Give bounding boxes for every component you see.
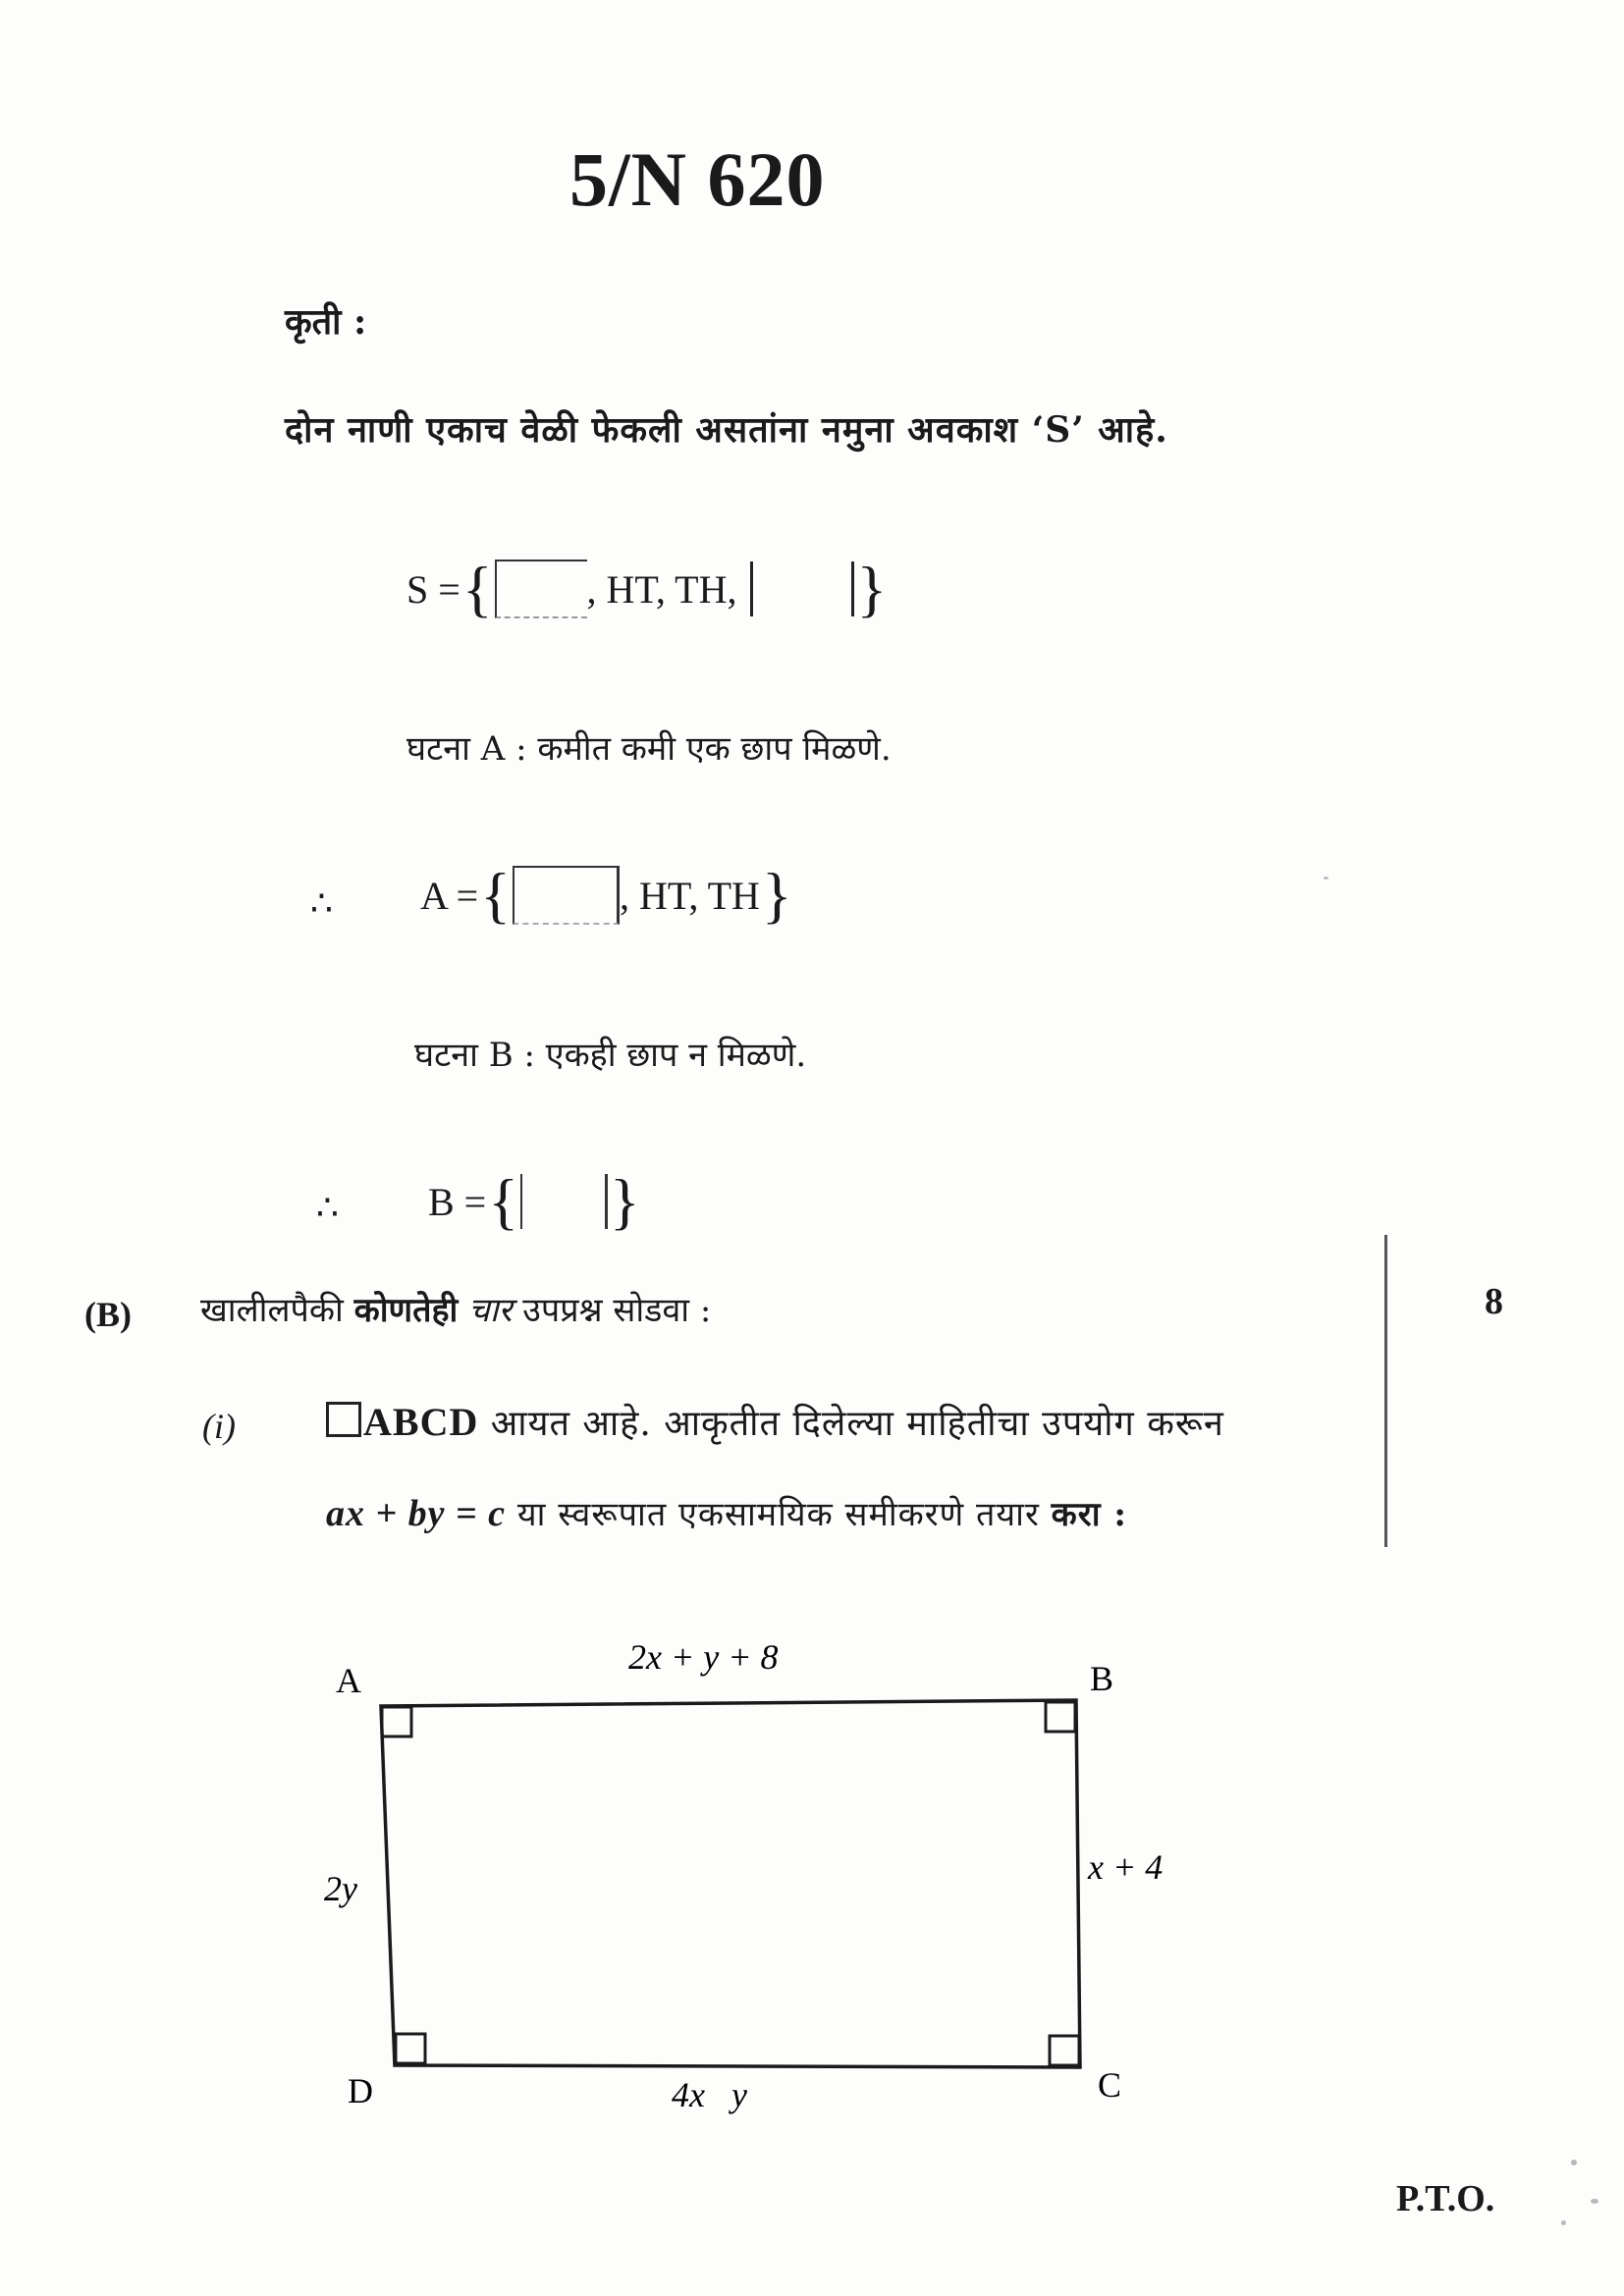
instruction-bold: कोणतेही: [353, 1291, 459, 1330]
section-b-label: (B): [84, 1295, 132, 1334]
section-b-marks: 8: [1485, 1281, 1503, 1322]
instruction-italic: चार: [458, 1291, 513, 1330]
close-brace: }: [609, 1166, 640, 1236]
quadrilateral-symbol-icon: [326, 1402, 361, 1437]
instruction-text-end: उपप्रश्न सोडवा :: [512, 1291, 712, 1330]
shape-name: ABCD: [363, 1400, 479, 1444]
margin-rule: [1384, 1235, 1387, 1547]
sample-space-items: , HT, TH,: [586, 566, 737, 612]
therefore-symbol: ∴: [316, 1188, 339, 1228]
rectangle-outline: [381, 1700, 1080, 2067]
event-a-items: , HT, TH: [619, 873, 760, 918]
sample-space-line: [406, 554, 889, 623]
event-a-description: घटना A : कमीत कमी एक छाप मिळणे.: [406, 729, 892, 769]
open-brace: {: [461, 554, 493, 623]
vertex-c-label: C: [1098, 2065, 1122, 2105]
sample-space-blank-2[interactable]: [750, 561, 854, 616]
event-a-blank[interactable]: [513, 866, 620, 925]
question-i-label: (i): [202, 1407, 236, 1446]
scan-speck: [1591, 2199, 1598, 2204]
close-brace: }: [856, 554, 888, 623]
activity-intro: दोन नाणी एकाच वेळी फेकली असतांना नमुना अवकाश ‘S’ आहे.: [285, 409, 1168, 451]
rectangle-figure: [295, 1620, 1178, 2130]
scan-speck: [1571, 2160, 1577, 2165]
event-b-line: [428, 1166, 642, 1236]
question-i-text-bold: करा :: [1051, 1495, 1127, 1534]
instruction-text: खालीलपैकी: [200, 1291, 354, 1330]
side-top-label: 2x + y + 8: [628, 1637, 779, 1677]
event-b-description: घटना B : एकही छाप न मिळणे.: [414, 1036, 807, 1075]
vertex-a-label: A: [336, 1661, 361, 1700]
side-bottom-label: 4x y: [672, 2075, 747, 2114]
scan-speck: [1561, 2220, 1566, 2225]
page-turn-indicator: P.T.O.: [1396, 2178, 1495, 2219]
open-brace: {: [488, 1166, 518, 1236]
question-i-line1: [326, 1398, 1224, 1446]
sample-space-blank-1[interactable]: [495, 560, 587, 618]
vertex-d-label: D: [348, 2071, 373, 2110]
event-b-blank[interactable]: [520, 1174, 608, 1229]
side-left-label: 2y: [324, 1869, 357, 1908]
sample-space-lhs: S =: [406, 566, 460, 612]
right-angle-mark-d: [396, 2034, 425, 2063]
activity-heading: कृती :: [285, 301, 367, 343]
right-angle-mark-b: [1046, 1702, 1075, 1732]
close-brace: }: [761, 860, 792, 930]
right-angle-mark-c: [1050, 2036, 1079, 2065]
open-brace: {: [480, 860, 511, 930]
therefore-symbol: ∴: [310, 883, 333, 924]
event-a-line: [420, 860, 794, 930]
question-i-text-2: या स्वरूपात एकसामयिक समीकरणे तयार: [506, 1495, 1052, 1534]
question-i-text: आयत आहे. आकृतीत दिलेल्या माहितीचा उपयोग करून: [478, 1404, 1224, 1444]
side-right-label: x + 4: [1088, 1847, 1164, 1887]
question-i-line2: [326, 1490, 1127, 1535]
scan-speck: [1324, 877, 1328, 880]
event-b-lhs: B =: [428, 1179, 487, 1224]
event-a-lhs: A =: [420, 873, 479, 918]
section-b-instruction: [200, 1286, 711, 1331]
vertex-b-label: B: [1090, 1659, 1114, 1698]
equation-form: ax + by = c: [326, 1493, 507, 1534]
right-angle-mark-a: [382, 1707, 411, 1736]
paper-code: 5/N 620: [569, 136, 826, 222]
